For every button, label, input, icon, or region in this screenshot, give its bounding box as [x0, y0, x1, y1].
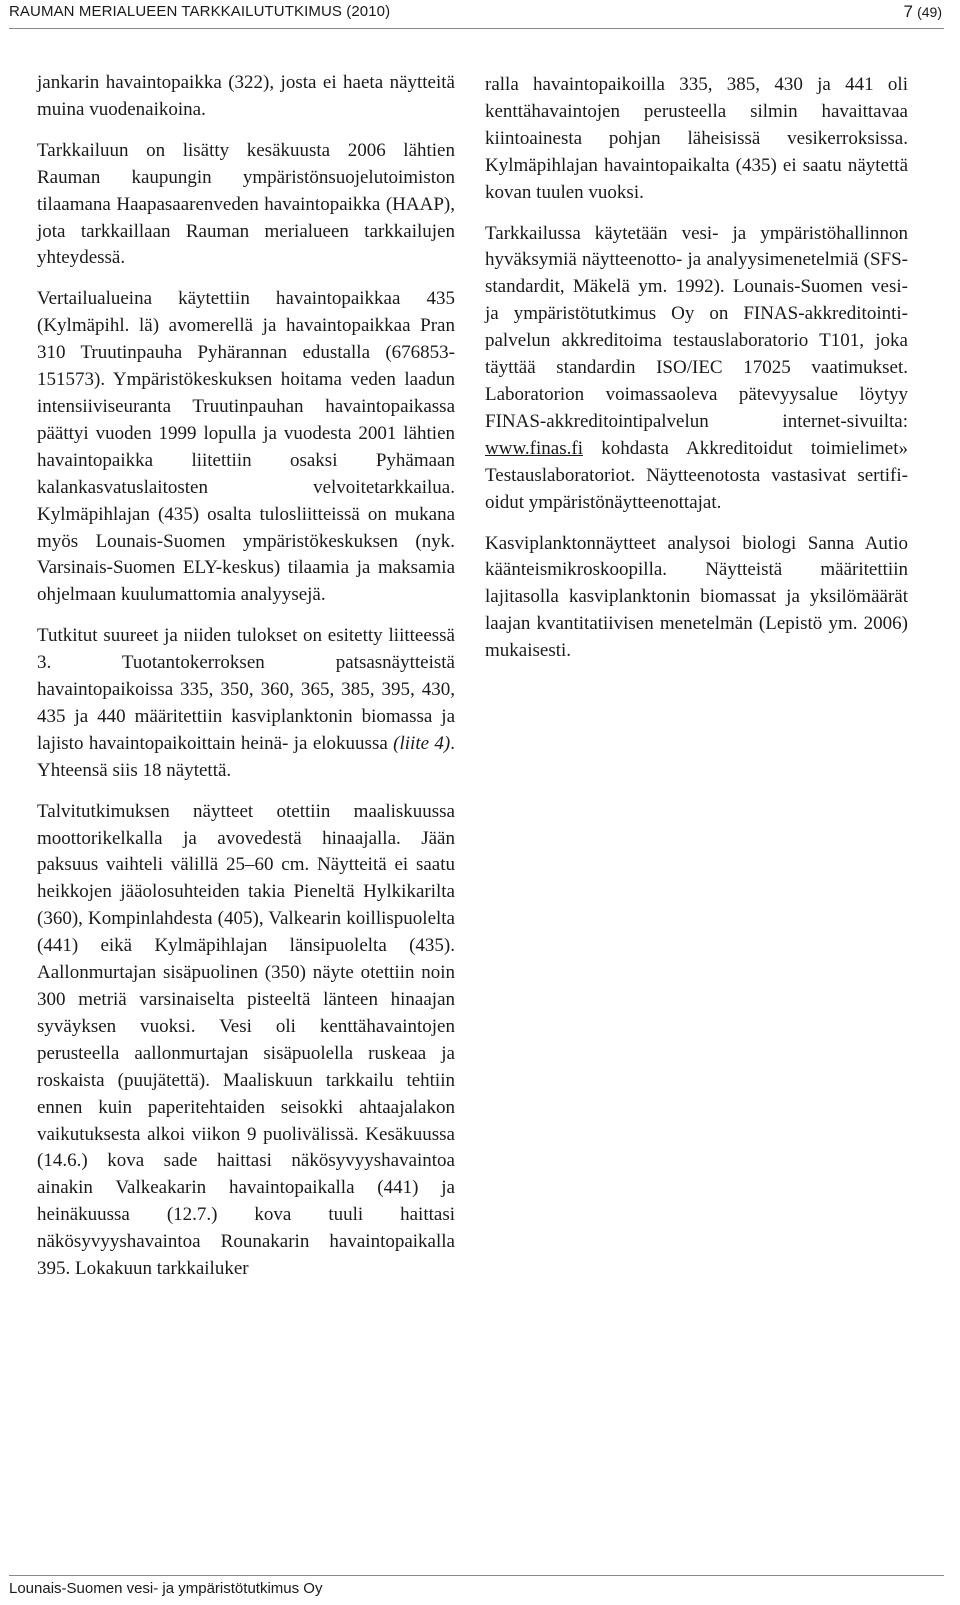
paragraph: ralla havaintopaikoilla 335, 385, 430 ja 441 oli kenttähavaintojen perusteella silmin havaittavaa kiintoainesta pohjan läheisissä vesikerroksissa. Kylmäpihlajan havaintopaikalta (435) ei saatu näytettä kovan tuulen vuoksi.: [485, 74, 908, 203]
footer-organization: Lounais-Suomen vesi- ja ympäristötutkimus Oy: [9, 1580, 323, 1597]
page-number: 7: [903, 2, 913, 21]
paragraph-text: kohdasta Akkreditoidut toimielimet» Testauslaboratoriot. Näytteenotosta vastasivat sertifioidut ympäristönäytteenottajat.: [485, 437, 908, 513]
paragraph: Tarkkailuun on lisätty kesäkuusta 2006 lähtien Rauman kaupungin ympäristönsuojelutoimiston tilaamana Haapasaarenveden havaintopaikka (HAAP), jota tarkkaillaan Rauman merialueen tarkkailujen yhteydessä.: [37, 139, 455, 269]
left-column: [37, 70, 455, 1283]
paragraph-text: Tarkkailussa käytetään vesi- ja ympäristöhallinnon hyväksymiä näytteenotto- ja analyysimenetelmiä (SFS-standardit, Mäkelä ym. 1992). Lounais-Suomen vesi- ja ympäristötutkimus Oy on FINAS-akkreditointipalvelun akkreditoima testauslaboratorio T101, joka täyttää standardin ISO/IEC 17025 vaatimukset. Laboratorion voimassaoleva pätevyysalue löytyy FINAS-akkreditointipalvelun internet-sivuilta:: [485, 222, 908, 432]
page-footer: [9, 1575, 944, 1597]
finas-link[interactable]: www.finas.fi: [485, 437, 583, 459]
appendix-reference: (liite 4): [393, 732, 451, 754]
paragraph: [485, 221, 908, 517]
paragraph: jankarin havaintopaikka (322), josta ei haeta näytteitä muina vuodenaikoina.: [37, 72, 455, 120]
paragraph-text: Tutkitut suureet ja niiden tulokset on esitetty liitteessä 3. Tuotantokerroksen patsasnäytteistä havaintopaikoissa 335, 350, 360, 365, 385, 395, 430, 435 ja 440 määritettiin kasviplanktonin biomassa ja lajisto havaintopaikoittain heinä- ja elokuussa: [37, 625, 455, 754]
page-indicator: [903, 2, 942, 22]
page-header: [9, 0, 944, 29]
paragraph: Kasviplanktonnäytteet analysoi biologi Sanna Autio käänteismikroskoopilla. Näytteistä määritettiin lajitasolla kasviplanktonin biomassat ja yksilömäärät laajan kvantitatiivisen menetelmän (Lepistö ym. 2006) mukaisesti.: [485, 532, 908, 662]
paragraph: Vertailualueina käytettiin havaintopaikkaa 435 (Kylmäpihl. lä) avomerellä ja havaintopaikkaa Pran 310 Truutinpauha Pyhärannan edustalla (676853-151573). Ympäristökeskuksen hoitama veden laadun intensiiviseuranta Truutinpauhan havaintopaikassa päättyi vuoden 1999 lopulla ja vuodesta 2001 lähtien havaintopaikka liitettiin osaksi Pyhämaan kalankasvatuslaitosten velvoitetarkkailua. Kylmäpihlajan (435) osalta tulosliitteissä on mukana myös Lounais-Suomen ympäristökeskuksen (nyk. Varsinais-Suomen ELY-keskus) tilaamia ja maksamia ohjelmaan kuulumattomia analyysejä.: [37, 288, 455, 606]
paragraph: [37, 623, 455, 784]
paragraph: Talvitutkimuksen näytteet otettiin maaliskuussa moottorikelkalla ja avovedestä hinaajalla. Jään paksuus vaihteli välillä 25–60 cm. Näytteitä ei saatu heikkojen jääolosuhteiden takia Pieneltä Hylkikarilta (360), Kompinlahdesta (405), Valkearin koillispuolelta (441) eikä Kylmäpihlajan länsipuolelta (435). Aallonmurtajan sisäpuolinen (350) näyte otettiin noin 300 metriä varsinaiselta pisteeltä länteen hinaajan syväyksen vuoksi. Vesi oli kenttähavaintojen perusteella aallonmurtajan sisäpuolella ruskeaa ja roskaista (puujätettä). Maaliskuun tarkkailu tehtiin ennen kuin paperitehtaiden seisokki ahtaajalakon vaikutuksesta alkoi viikon 9 puolivälissä. Kesäkuussa (14.6.) kova sade haittasi näkösyvyyshavaintoa ainakin Valkeakarin havaintopaikalla (441) ja heinäkuussa (12.7.) kova tuuli haittasi näkösyvyyshavaintoa Rounakarin havaintopaikalla 395. Lokakuun tarkkailuker: [37, 800, 455, 1280]
paragraph-text: . Yhteensä siis 18 näytettä.: [37, 732, 456, 781]
right-column: [485, 72, 908, 665]
page-total: (49): [917, 4, 942, 20]
report-title: RAUMAN MERIALUEEN TARKKAILUTUTKIMUS (2010): [9, 3, 391, 20]
